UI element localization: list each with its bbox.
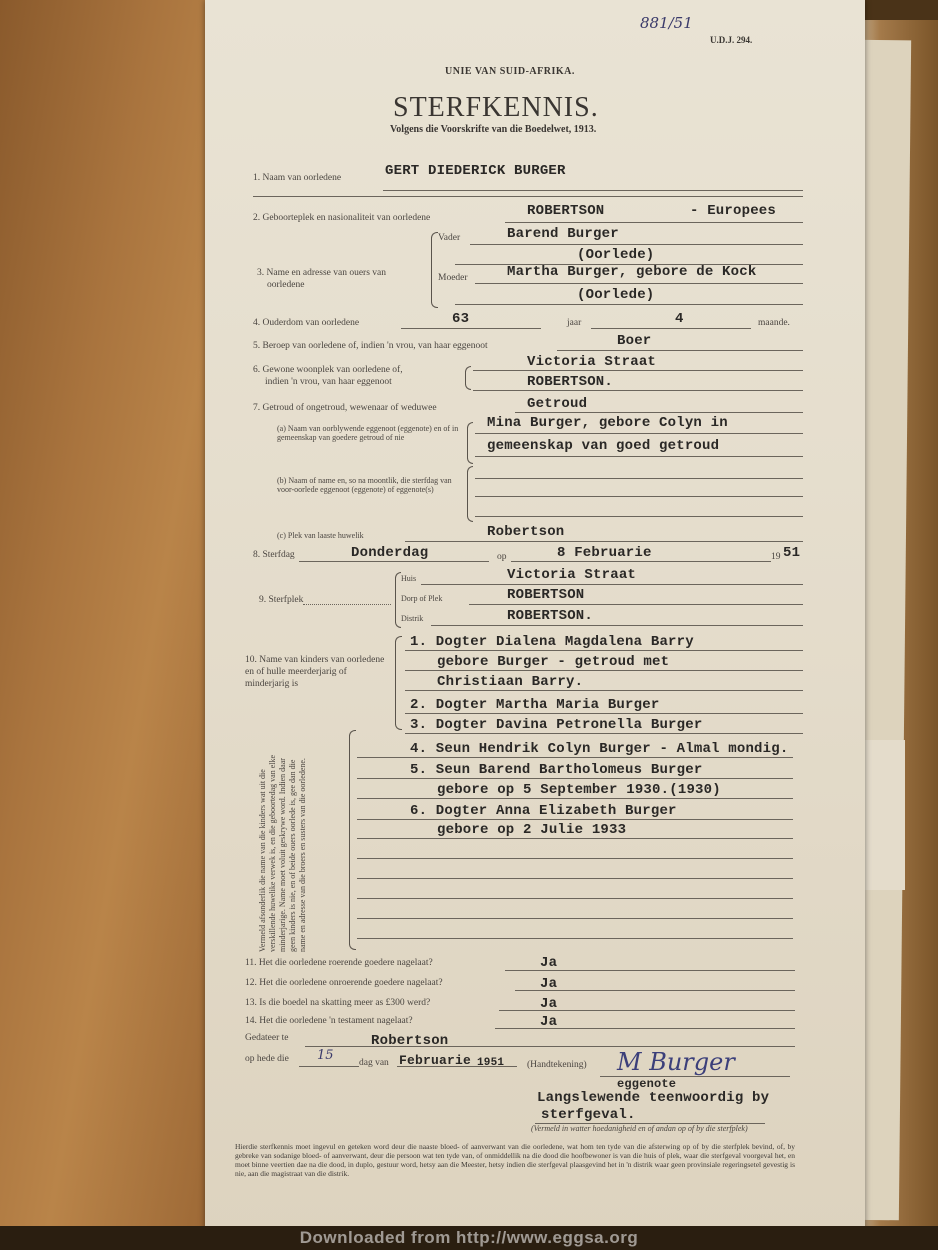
f2-value: ROBERTSON [527,203,605,219]
f6-value2: ROBERTSON. [527,374,614,390]
signature: M Burger [617,1048,735,1076]
dag-van: dag van [359,1058,389,1068]
f14-label: 14. Het die oorledene 'n testament nagelaat? [245,1016,413,1026]
opede-year: 1951 [477,1057,505,1069]
child-line-6: 4. Seun Hendrik Colyn Burger - Almal mondig. [410,741,789,757]
child-line-9: 6. Dogter Anna Elizabeth Burger [410,803,677,819]
child-line-4: 2. Dogter Martha Maria Burger [410,697,660,713]
f6-label-b: indien 'n vrou, van haar eggenoot [265,377,392,387]
vader-value2: (Oorlede) [577,247,655,263]
form-title: STERFKENNIS. [393,92,599,123]
reference-stamp: 881/51 [640,14,693,32]
huis-value: Victoria Straat [507,567,637,583]
form-subtitle: Volgens die Voorskrifte van die Boedelwet, 1913. [390,124,597,135]
f10-label: 10. Name van kinders van oorledene en of hulle meerderjarig of minderjarig is [245,655,385,689]
handtekening-label: (Handtekening) [527,1060,587,1070]
f11-value: Ja [540,955,558,971]
f8-op: op [497,552,507,562]
dorp-label: Dorp of Plek [401,594,443,603]
f6-value: Victoria Straat [527,354,657,370]
opede-label: op hede die [245,1054,289,1064]
f3-label-a: 3. Name en adresse van ouers van [257,268,386,278]
child-line-7: 5. Seun Barend Bartholomeus Burger [410,762,703,778]
f4-months: 4 [675,311,684,327]
distrik-label: Distrik [401,614,424,623]
f8-date: 8 Februarie [557,545,652,561]
f7c-value: Robertson [487,524,565,540]
child-line-5: 3. Dogter Davina Petronella Burger [410,717,703,733]
f12-label: 12. Het die oorledene onroerende goedere nagelaat? [245,978,443,988]
huis-label: Huis [401,574,417,583]
moeder-value2: (Oorlede) [577,287,655,303]
opede-month: Februarie [399,1053,472,1068]
f9-label: 9. Sterfplek [259,595,304,605]
moeder-label: Moeder [438,273,468,283]
f7a-value2: gemeenskap van goed getroud [487,438,720,454]
child-line-2: gebore Burger - getroud met [437,654,670,670]
f4-jaar: jaar [567,318,582,328]
f8-day: Donderdag [351,545,429,561]
vader-value: Barend Burger [507,226,619,242]
vader-label: Vader [438,233,461,243]
capacity-2: Langslewende teenwoordig by [537,1090,770,1106]
f8-year: 51 [783,545,801,561]
f11-label: 11. Het die oorledene roerende goedere nagelaat? [245,958,433,968]
f7-value: Getroud [527,396,588,412]
f1-label: 1. Naam van oorledene [253,173,342,183]
union-heading: UNIE VAN SUID-AFRIKA. [445,66,575,77]
f2-label: 2. Geboorteplek en nasionaliteit van oorledene [253,213,431,223]
f2-value2: - Europees [690,203,777,219]
f13-value: Ja [540,996,558,1012]
f3-label-b: oorledene [267,280,305,290]
f7c-label: (c) Plek van laaste huwelik [277,531,364,540]
f8-label: 8. Sterfdag [253,550,295,560]
child-line-1: 1. Dogter Dialena Magdalena Barry [410,634,694,650]
child-line-8: gebore op 5 September 1930.(1930) [437,782,721,798]
f4-label: 4. Ouderdom van oorledene [253,318,360,328]
f6-label-a: 6. Gewone woonplek van oorledene of, [253,365,403,375]
f4-maande: maande. [758,318,790,328]
gedateer-label: Gedateer te [245,1033,289,1043]
f12-value: Ja [540,976,558,992]
child-line-3: Christiaan Barry. [437,674,584,690]
f5-label: 5. Beroep van oorledene of, indien 'n vrou, van haar eggenoot [253,341,488,351]
f4-years: 63 [452,311,470,327]
instructions: Hierdie sterfkennis moet ingevul en geteken word deur die naaste bloed- of aanverwant van die oorledene, wat hom ten tyde van die afsterwing op of by die sterfplek bevind, of, by gebreke van sodanige bloed- of aanverwant, deur die persoon wat ten tyde van, of onmiddellik na die dood die hoofbewoner is van die huis of plek, waar die sterfgeval voorgeval het, en moet binne veertien dae na die dood, in duplo, gestuur word, hetsy aan die Meester, hetsy indien die sterfgeval plaasgevind het in 'n distrik waar geen provinsiale regeringsetel gevestig is nie, aan die magistraat van die distrik. [235,1142,795,1178]
child-line-10: gebore op 2 Julie 1933 [437,822,627,838]
f7b-label: (b) Naam of name en, so na moontlik, die sterfdag van voor-oorlede eggenoot (eggenote) of eggenote(s) [277,476,452,494]
folder-cover-left [0,0,225,1230]
distrik-value: ROBERTSON. [507,608,594,624]
side-note: Vermeld afsonderlik die name van die kinders wat uit die verskillende huwelike verwek is, en die geboortedag van elke minderjarige. Name moet voluit geskrywe word. Indien daar geen kinders is nie, en of beide ouers oorlede is, gee dan die name en adresse van die broers en susters van die oorledene. [258,754,307,952]
capacity-1: eggenote [617,1077,677,1091]
f5-value: Boer [617,333,652,349]
f13-label: 13. Is die boedel na skatting meer as £300 werd? [245,998,431,1008]
watermark: Downloaded from http://www.eggsa.org [299,1228,639,1247]
capacity-3: sterfgeval. [541,1107,636,1123]
f8-year-prefix: 19 [771,552,781,562]
f7-label: 7. Getroud of ongetroud, wewenaar of weduwee [253,403,437,413]
moeder-value: Martha Burger, gebore de Kock [507,264,757,280]
form-number: U.D.J. 294. [710,35,753,45]
f14-value: Ja [540,1014,558,1030]
f7a-value: Mina Burger, gebore Colyn in [487,415,728,431]
f1-value: GERT DIEDERICK BURGER [385,163,566,179]
gedateer-value: Robertson [371,1033,449,1049]
capacity-note: (Vermeld in watter hoedanigheid en of andan op of by die sterfplek) [531,1124,748,1133]
dorp-value: ROBERTSON [507,587,585,603]
opede-day: 15 [317,1048,334,1063]
death-notice-form [205,0,865,1238]
f7a-label: (a) Naam van oorblywende eggenoot (eggenote) en of in gemeenskap van goedere getroud of nie [277,424,459,442]
